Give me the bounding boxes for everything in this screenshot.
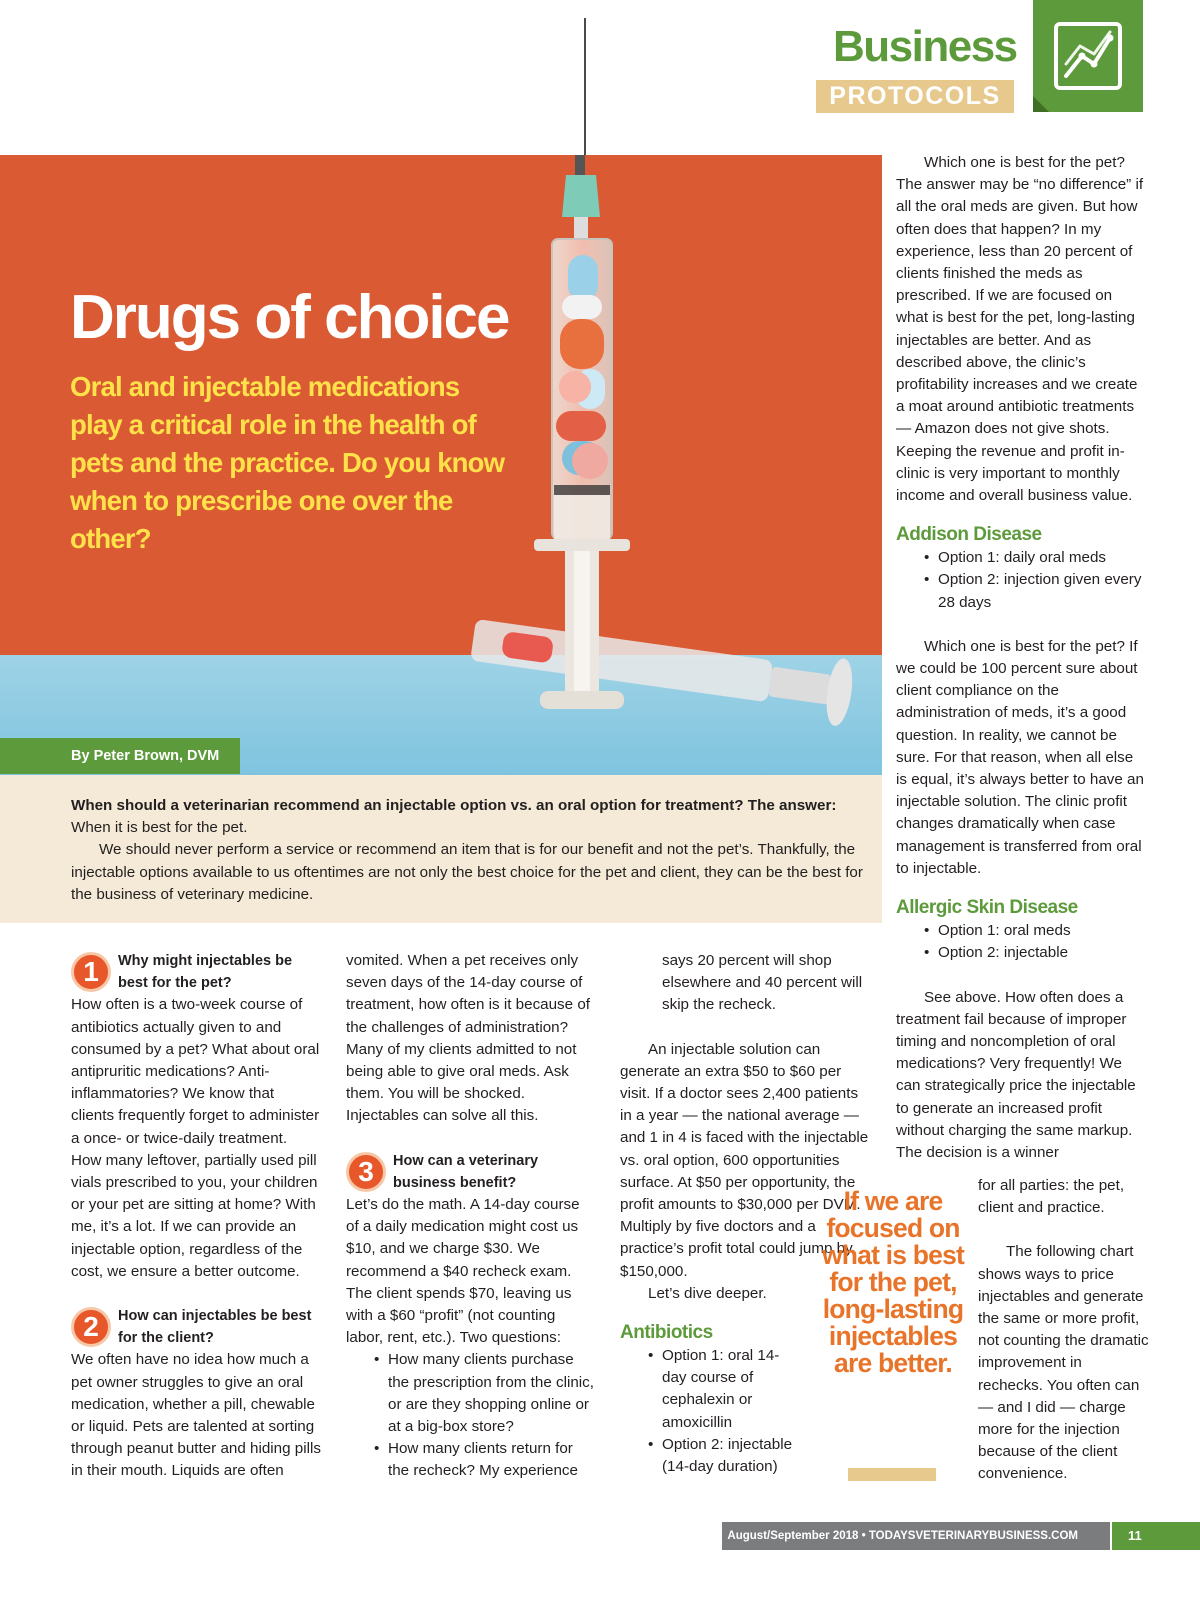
section-number-badge: 1 xyxy=(71,952,111,992)
section-3-paragraph-3: Let’s dive deeper. xyxy=(648,1284,767,1302)
byline: By Peter Brown, DVM xyxy=(0,738,240,774)
section-2-body: We often have no idea how much a pet owner struggles to give an oral medication, whether a pill, chewable or liquid. Pets are talented at sorting through peanut butter and hiding pills in their mouth. Liquids are often xyxy=(71,1351,321,1480)
list-item: • How many clients return for the recheck? My experience xyxy=(374,1438,596,1482)
right-top-paragraph: Which one is best for the pet? The answer may be “no difference” if all the oral meds are given. But how often does that happen? In my experience, less than 20 percent of clients finished the meds as prescribed. If we are focused on what is best for the pet, long-lasting injectables are better. And as described above, the clinic’s profitability increases and we create a moat around antibiotic treatments — Amazon does not give shots. Keeping the revenue and profit in-clinic is very important to monthly income and overall business value. xyxy=(896,154,1144,505)
pull-quote-rule xyxy=(848,1468,936,1481)
list-item: • Option 1: oral 14-day course of cephalexin or amoxicillin xyxy=(648,1345,800,1434)
allergic-paragraph: See above. How often does a treatment fail because of improper timing and noncompletion of oral medications? Very frequently! We can strategically price the injectable to generate an increased profit without charging the same markup. The decision is a winner xyxy=(896,988,1136,1161)
list-item: • Option 2: injectable (14-day duration) xyxy=(648,1434,800,1478)
section-tab-fold xyxy=(1033,96,1049,112)
section-3-questions xyxy=(346,1349,596,1482)
section-3-title: How can a veterinary business benefit? xyxy=(393,1152,539,1191)
section-1-title: Why might injectables be best for the pet? xyxy=(118,953,293,992)
list-item: • Option 1: oral meds xyxy=(924,920,1146,942)
allergic-paragraph-continued: for all parties: the pet, client and practice. xyxy=(978,1177,1125,1217)
antibiotics-heading: Antibiotics xyxy=(620,1322,713,1344)
article-title: Drugs of choice xyxy=(70,283,509,352)
intro-text xyxy=(71,795,871,906)
pull-quote: If we are focused on what is best for the pet, long-lasting injectables are better. xyxy=(821,1186,965,1378)
footer-issue: August/September 2018 • TODAYSVETERINARYBUSINESS.COM xyxy=(722,1522,1110,1550)
addison-paragraph: Which one is best for the pet? If we could be 100 percent sure about client compliance on the administration of meds, it’s a good question. In reality, we cannot be sure. For that reason, when all else is equal, it’s always better to have an injectable solution. The clinic profit changes dramatically when case management is transferred from oral to injectable. xyxy=(896,637,1144,877)
section-1-body: How often is a two-week course of antibiotics actually given to and consumed by a pet? What about oral antipruritic medications? Anti-inflammatories? We know that clients frequently forget to administer a once- or twice-daily treatment. How many leftover, partially used pill vials prescribed to you, your children or your pet are sitting at home? With me, it’s a lot. If we can provide an injectable option, regardless of the cost, we ensure a better outcome. xyxy=(71,996,320,1280)
section-3-paragraph-2: An injectable solution can generate an extra $50 to $60 per visit. If a doctor sees 2,400 patients in a year — the national average — and 1 in 4 is faced with the injectable vs. oral option, 600 opportunities surface. At $50 per opportunity, the profit amounts to $30,000 per DVM. Multiply by five doctors and a practice’s profit total could jump by $150,000. xyxy=(620,1040,869,1280)
column-1 xyxy=(71,950,321,1483)
article-dek: Oral and injectable medications play a critical role in the health of pets and the practice. Do you know when to prescribe one over the other? xyxy=(70,371,505,554)
section-number-badge: 3 xyxy=(346,1152,386,1192)
allergic-paragraph-2: The following chart shows ways to price injectables and generate the same or more profit, not counting the dramatic improvement in rechecks. You often can — and I did — charge more for the injection because of the client convenience. xyxy=(978,1243,1149,1483)
column-5 xyxy=(978,1175,1150,1486)
section-3-bullet-continued: says 20 percent will shop elsewhere and 40 percent will skip the recheck. xyxy=(662,952,863,1014)
section-3-heading xyxy=(346,1150,596,1194)
section-title: Business xyxy=(833,22,1017,71)
section-2-body-continued: vomited. When a pet receives only seven days of the 14-day course of treatment, how often is it because of the challenges of administration? Many of my clients admitted to not being able to give oral meds. Ask them. You will be shocked. Injectables can solve all this. xyxy=(346,952,590,1125)
section-2-title: How can injectables be best for the client? xyxy=(118,1308,312,1347)
allergic-options xyxy=(896,920,1146,964)
list-item: • How many clients purchase the prescription from the clinic, or are they shopping online or at a big-box store? xyxy=(374,1349,596,1438)
section-2-heading xyxy=(71,1305,321,1349)
column-4 xyxy=(896,152,1146,1164)
intro-paragraph: We should never perform a service or recommend an item that is for our benefit and not the pet’s. Thankfully, the injectable options available to us oftentimes are not only the best choice for the pet and client, they can be the best for the business of veterinary medicine. xyxy=(71,841,863,903)
list-item: • Option 1: daily oral meds xyxy=(924,547,1146,569)
section-1-heading xyxy=(71,950,321,994)
addison-options xyxy=(896,547,1146,614)
addison-heading: Addison Disease xyxy=(896,524,1042,546)
column-2 xyxy=(346,950,596,1483)
section-number-badge: 2 xyxy=(71,1307,111,1347)
antibiotics-options xyxy=(620,1345,800,1478)
section-subtitle: PROTOCOLS xyxy=(816,80,1014,113)
list-item: • Option 2: injection given every 28 days xyxy=(924,569,1146,613)
page-number: 11 xyxy=(1112,1522,1200,1550)
list-item: • Option 2: injectable xyxy=(924,942,1146,964)
allergic-heading: Allergic Skin Disease xyxy=(896,897,1078,919)
intro-lead-rest: When it is best for the pet. xyxy=(71,819,248,837)
section-3-body: Let’s do the math. A 14-day course of a daily medication might cost us $10, and we charge $30. We recommend a $40 recheck exam. The client spends $70, leaving us with a $60 “profit” (not counting labor, rent, etc.). Two questions: xyxy=(346,1196,580,1347)
intro-lead: When should a veterinarian recommend an injectable option vs. an oral option for treatment? The answer: xyxy=(71,797,837,814)
line-chart-icon xyxy=(1048,16,1128,96)
needle-tip xyxy=(580,18,590,158)
